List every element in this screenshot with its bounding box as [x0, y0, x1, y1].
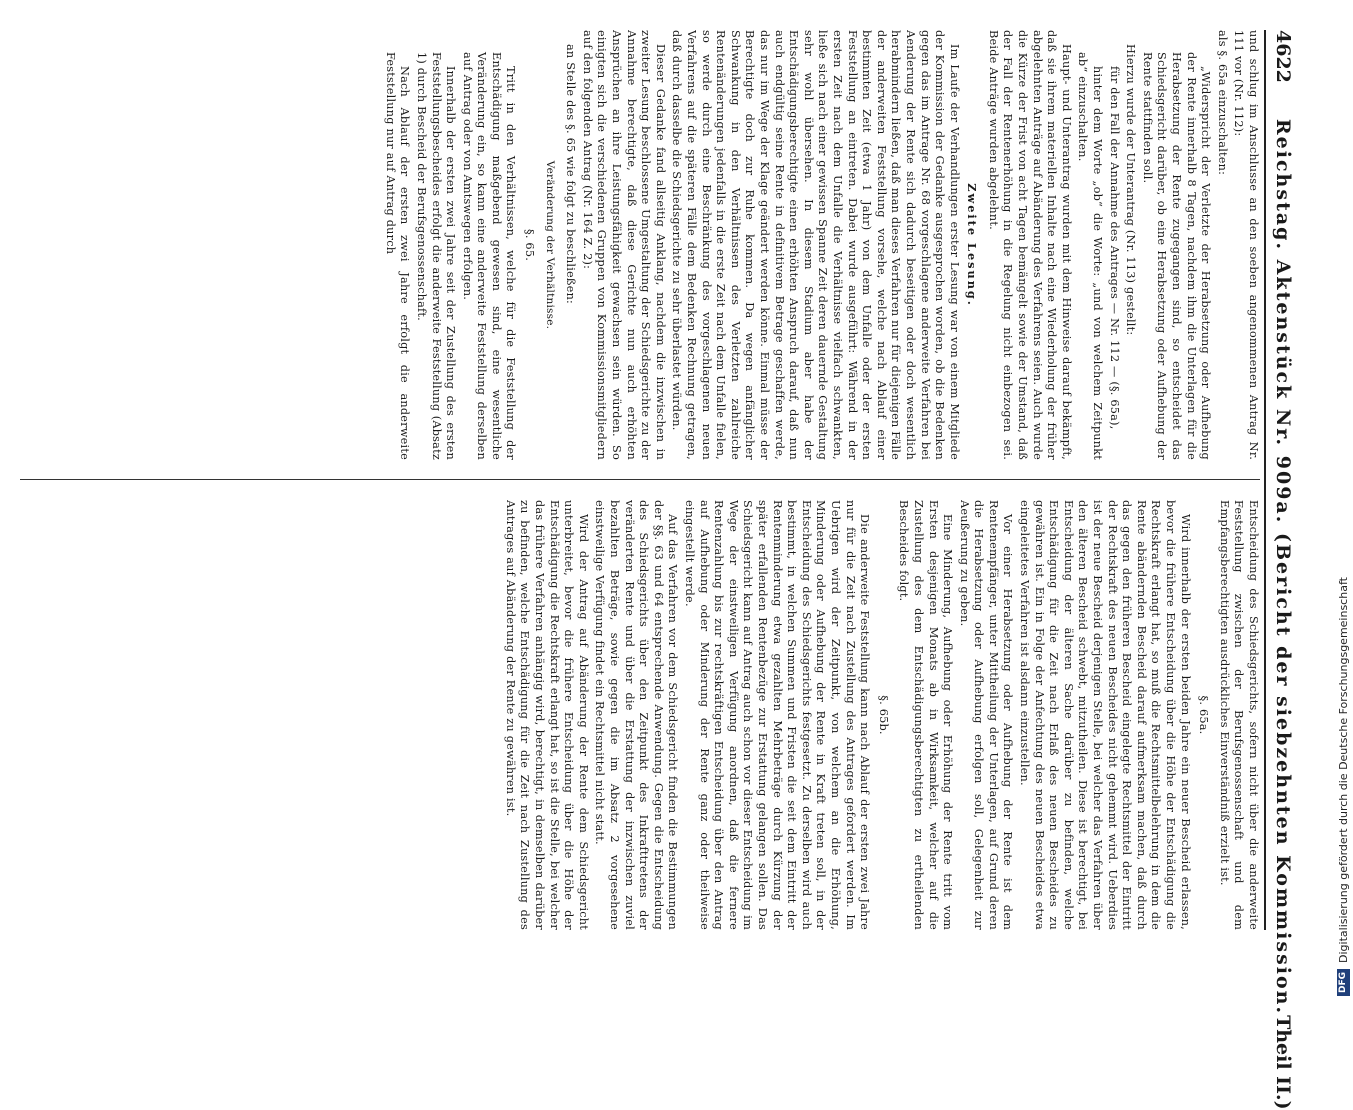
right-column: [20, 500, 1260, 930]
paragraph: Hierzu wurde der Unterantrag (Nr. 113) gestellt:: [1124, 44, 1138, 336]
quoted-paragraph: für den Fall der Annahme des Antrages — Nr. 112 — (§. 65a),: [1107, 66, 1121, 430]
section-heading: Zweite Lesung.: [965, 183, 980, 307]
footer-credit: [1335, 6, 1351, 996]
page-title: Reichstag. Aktenstück Nr. 909a. (Bericht der siebzehnten Kommission.: [1272, 118, 1294, 1016]
quoted-paragraph: Innerhalb der ersten zwei Jahre seit der Zustellung des ersten Feststellungsbescheides erfolgt die anderweite Feststellung (Absatz 1) durch Bescheid der Berufsgenossenschaft.: [414, 52, 458, 460]
paragraph: Wird der Antrag auf Abänderung der Rente dem Schiedsgericht unterbreitet, bevor die frühere Entscheidung über die Höhe der Entschädigung die Rechtskraft erlangt hat, so ist die Stelle, bei welcher das frühere Verfahren anhängig wird, berechtigt, in demselben darüber zu befinden, welche Entschädigung für die Zeit nach Zustellung des Antrages auf Abänderung der Rente zu gewähren ist.: [503, 500, 590, 930]
column-divider: [20, 479, 1260, 480]
section-number: §. 65b.: [876, 695, 890, 735]
section-number: §. 65.: [523, 229, 537, 261]
paragraph: Wird innerhalb der ersten beiden Jahre ein neuer Bescheid erlassen, bevor die frühere Entscheidung über die Höhe der Entschädigung die Rechtskraft erlangt hat, so muß die Rechtsmittelbelehrung in dem die Rente abändernden Bescheid darauf aufmerksam machen, daß durch das gegen den früheren Bescheid eingelegte Rechtsmittel der Eintritt der Rechtskraft des neuen Bescheides nicht gehemmt wird. Ueberdies ist der neue Bescheid derjenigen Stelle, bei welcher das Verfahren über den älteren Bescheid schwebt, mitzutheilen. Diese ist berechtigt, bei Entscheidung der älteren Sache darüber zu befinden, welche Entschädigung für die Zeit nach Erlaß des neuen Bescheides zu gewähren ist. Ein in Folge der Anfechtung des neuen Bescheides etwa eingeleitetes Verfahren ist alsdann einzustellen.: [1018, 500, 1192, 930]
paragraph: Dieser Gedanke fand allseitig Anklang, nachdem die inzwischen in zweiter Lesung beschlossene Umgestaltung der Schiedsgerichte zu der Annahme berechtigte, daß diese Gerichte nun auch erhöhten Ansprüchen an ihre Leistungsfähigkeit gewachsen sein würden. So einigten sich die verschiedenen Gruppen von Kommissionsmitgliedern auf den folgenden Antrag (Nr. 164 Z. 2):: [580, 30, 667, 460]
paragraph: und schlug im Anschlusse an den soeben angenommenen Antrag Nr. 111 vor (Nr. 112):: [1232, 30, 1260, 460]
paragraph: Entscheidung des Schiedsgerichts, sofern nicht über die anderweite Feststellung zwischen der Berufsgenossenschaft und dem Empfangsberechtigten ausdrückliches Einverständniß erzielt ist.: [1217, 500, 1260, 930]
section-number: §. 65a.: [1197, 695, 1211, 735]
quoted-paragraph: „Widerspricht der Verletzte der Herabsetzung oder Aufhebung der Rente innerhalb 8 Tagen, nachdem ihm die Unterlagen für die Herabsetzung der Rente zugegangen sind, so entscheidet das Schiedsgericht darüber, ob eine Herabsetzung oder Aufhebung der Rente stattfinden soll.: [1140, 52, 1213, 460]
paragraph: Im Laufe der Verhandlungen erster Lesung war von einem Mitgliede der Kommission der Gedanke ausgesprochen worden, ob die Bedenken gegen das im Antrage Nr. 68 vorgeschlagene anderweite Verfahren bei Aenderung der Rente sich dadurch beseitigen oder doch wesentlich herabmindern ließen, daß man dieses Verfahren nur für diejenigen Fälle der anderweiten Feststellung vorsehe, welche nach Ablauf einer bestimmten Zeit (etwa 1 Jahr) von dem Unfalle oder der ersten Feststellung an eintreten. Dabei wurde ausgeführt: Während in der ersten Zeit nach dem Unfalle die Verhältnisse vielfach schwankten, ließe sich nach einer gewissen Spanne Zeit deren dauernde Gestaltung sehr wohl übersehen. In diesem Stadium aber habe der Entschädigungsberechtigte einen erhöhten Anspruch darauf, daß nun auch endgültig seine Rente in definitivem Betrage geschaffen werde, das nur im Wege der Klage geändert werden könne. Einmal müsse der Berechtigte doch zur Ruhe kommen. Da wegen anfänglicher Schwankung in den Verhältnissen des Verletzten zahlreiche Rentenänderungen jedenfalls in die erste Zeit nach dem Unfalle fielen, so werde durch eine Beschränkung des vorgeschlagenen neuen Verfahrens auf die späteren Fälle dem Bedenken Rechnung getragen, daß durch dasselbe die Schiedsgerichte zu sehr überlastet würden.: [670, 30, 961, 460]
dfg-logo: DFG: [1337, 969, 1350, 996]
page-header: [1268, 30, 1294, 1110]
footer-credit-text: Digitalisierung gefördert durch die Deutsche Forschungsgemeinschaft: [1336, 577, 1350, 963]
subheading: Veränderung der Verhältnisse.: [543, 160, 556, 330]
paragraph: als §. 65a einzuschalten:: [1215, 30, 1229, 176]
left-column: [20, 30, 1260, 460]
quoted-paragraph: Nach Ablauf der ersten zwei Jahre erfolgt die anderweite Feststellung nur auf Antrag durch: [383, 52, 412, 460]
footer: [1333, 0, 1351, 1000]
paragraph: Vor einer Herabsetzung oder Aufhebung der Rente ist dem Rentenempfänger, unter Mittheilung der Unterlagen, auf Grund deren die Herabsetzung oder Aufhebung erfolgen soll, Gelegenheit zur Aeußerung zu geben.: [957, 500, 1015, 930]
paragraph: Eine Minderung, Aufhebung oder Erhöhung der Rente tritt vom Ersten desjenigen Monats ab in Wirksamkeit, welcher auf die Zustellung des dem Entschädigungsberechtigten zu ertheilenden Bescheides folgt.: [897, 500, 955, 930]
quoted-paragraph: Tritt in den Verhältnissen, welche für die Feststellung der Entschädigung maßgebend gewesen sind, eine wesentliche Veränderung ein, so kann eine anderweite Feststellung derselben auf Antrag oder von Amtswegen erfolgen.: [460, 52, 518, 460]
quoted-paragraph: hinter dem Worte „ob“ die Worte: „und von welchem Zeitpunkt ab“ einzuschalten.: [1076, 52, 1105, 460]
paragraph: Haupt- und Unterantrag wurden mit dem Hinweise darauf bekämpft, daß sie ihrem materiellen Inhalte nach eine Wiederholung der früher abgelehnten Anträge auf Abänderung des Verfahrens seien. Auch wurde die Kürze der Frist von acht Tagen bemängelt sowie der Umstand, daß der Fall der Rentenerhöhung in die Regelung nicht einbezogen sei. Beide Anträge wurden abgelehnt.: [986, 30, 1073, 460]
page-number: 4622: [1272, 30, 1294, 83]
header-rule: [1264, 30, 1266, 930]
paragraph: an Stelle des §. 65 wie folgt zu beschließen:: [564, 44, 578, 305]
page-part: Theil II.): [1272, 1015, 1294, 1110]
paragraph: Die anderweite Feststellung kann nach Ablauf der ersten zwei Jahre nur für die Zeit nach Zustellung des Antrages gefordert werden. Im Uebrigen wird der Zeitpunkt, von welchem an die Erhöhung, Minderung oder Aufhebung der Rente in Kraft treten soll, in der Entscheidung des Schiedsgerichts festgesetzt. Zu derselben wird auch bestimmt, in welchen Summen und Fristen die seit dem Eintritt der Rentenminderung etwa gezahlten Mehrbeträge durch Kürzung der später erfallenden Rentenbezüge zur Erstattung gelangen sollen. Das Schiedsgericht kann auf Antrag auch schon vor dieser Entscheidung im Wege der einstweiligen Verfügung anordnen, daß die fernere Rentenzahlung bis zur rechtskräftigen Entscheidung über den Antrag auf Aufhebung oder Minderung der Rente ganz oder theilweise eingestellt werde.: [683, 500, 872, 930]
paragraph: Auf das Verfahren vor dem Schiedsgericht finden die Bestimmungen der §§. 63 und 64 entsprechende Anwendung. Gegen die Entscheidung des Schiedsgerichts über den Zeitpunkt des Inkrafttretens der veränderten Rente und über die Erstattung der inzwischen zuviel bezahlten Beträge, sowie gegen die im Absatz 2 vorgesehene einstweilige Verfügung findet ein Rechtsmittel nicht statt.: [593, 500, 680, 930]
